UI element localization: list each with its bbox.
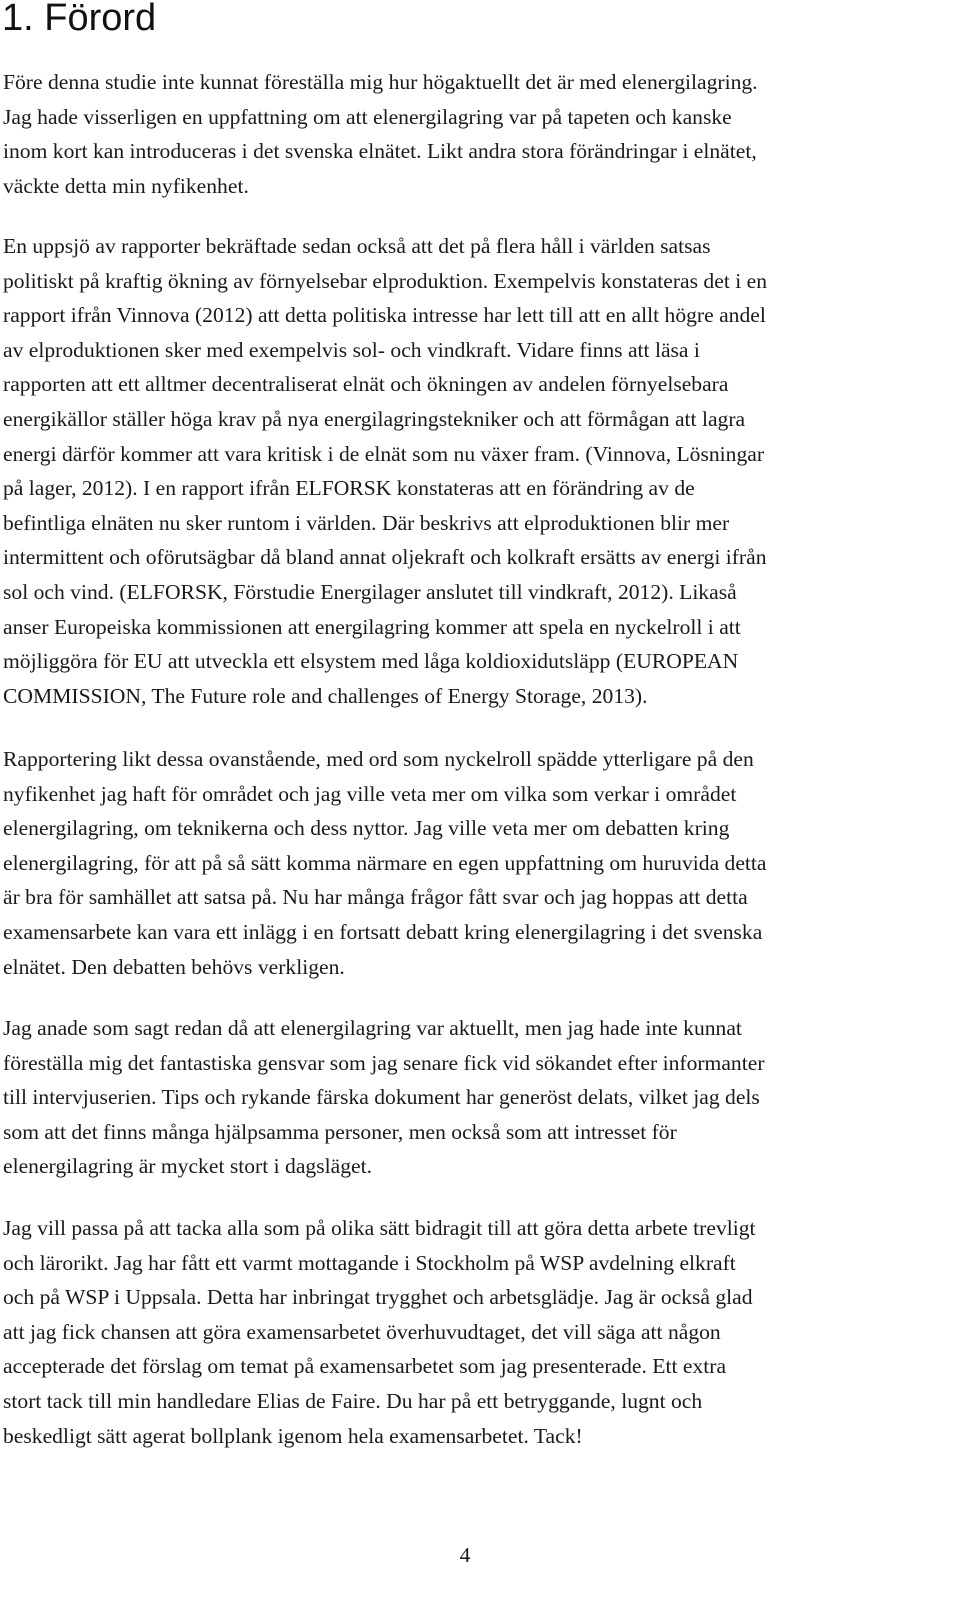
- text-line: energi därför kommer att vara kritisk i de elnät som nu växer fram. (Vinnova, Lösningar: [3, 441, 765, 466]
- text-line: att jag fick chansen att göra examensarbetet överhuvudtaget, det vill säga att någon: [3, 1319, 721, 1344]
- text-line: rapporten att ett alltmer decentraliserat elnät och ökningen av andelen förnyelsebara: [3, 372, 729, 397]
- text-line: elnätet. Den debatten behövs verkligen.: [3, 954, 345, 979]
- text-line: Jag hade visserligen en uppfattning om att elenergilagring var på tapeten och kanske: [3, 104, 732, 129]
- paragraph-2: [3, 229, 943, 713]
- text-line: nyfikenhet jag haft för området och jag ville veta mer om vilka som verkar i området: [3, 781, 737, 806]
- text-line: intermittent och oförutsägbar då bland annat oljekraft och kolkraft ersätts av energi ifrån: [3, 545, 767, 570]
- text-line: En uppsjö av rapporter bekräftade sedan också att det på flera håll i världen satsas: [3, 234, 711, 258]
- page-number: 4: [459, 1543, 471, 1567]
- paragraph-5: [3, 1211, 943, 1453]
- text-line: befintliga elnäten nu sker runtom i världen. Där beskrivs att elproduktionen blir mer: [3, 510, 730, 535]
- text-line: möjliggöra för EU att utveckla ett elsystem med låga koldioxidutsläpp (EUROPEAN: [3, 649, 739, 674]
- text-line: väckte detta min nyfikenhet.: [3, 173, 249, 198]
- paragraph-3: [3, 742, 943, 984]
- text-line: och på WSP i Uppsala. Detta har inbringat trygghet och arbetsglädje. Jag är också glad: [3, 1285, 753, 1310]
- text-line: är bra för samhället att satsa på. Nu har många frågor fått svar och jag hoppas att detta: [3, 885, 748, 910]
- text-line: Jag anade som sagt redan då att elenergilagring var aktuellt, men jag hade inte kunnat: [3, 1016, 742, 1040]
- text-line: som att det finns många hjälpsamma personer, men också som att intresset för: [3, 1119, 677, 1144]
- text-line: examensarbete kan vara ett inlägg i en fortsatt debatt kring elenergilagring i det svenska: [3, 919, 763, 944]
- text-line: elenergilagring, om teknikerna och dess nyttor. Jag ville veta mer om debatten kring: [3, 816, 730, 841]
- text-line: till intervjuserien. Tips och rykande färska dokument har generöst delats, vilket jag dels: [3, 1085, 760, 1110]
- chapter-heading: 1. Förord: [2, 0, 157, 39]
- text-line: elenergilagring, för att på så sätt komma närmare en egen uppfattning om huruvida detta: [3, 850, 767, 875]
- text-line: stort tack till min handledare Elias de Faire. Du har på ett betryggande, lugnt och: [3, 1388, 703, 1413]
- text-line: elenergilagring är mycket stort i dagsläget.: [3, 1154, 372, 1179]
- text-line: sol och vind. (ELFORSK, Förstudie Energilager anslutet till vindkraft, 2012). Likaså: [3, 579, 737, 604]
- text-line: accepterade det förslag om temat på examensarbetet som jag presenterade. Ett extra: [3, 1354, 727, 1379]
- text-line: föreställa mig det fantastiska gensvar som jag senare fick vid sökandet efter informanter: [3, 1050, 765, 1075]
- text-line: COMMISSION, The Future role and challenges of Energy Storage, 2013).: [3, 683, 648, 708]
- text-line: på lager, 2012). I en rapport ifrån ELFORSK konstateras att en förändring av de: [3, 476, 695, 501]
- text-line: rapport ifrån Vinnova (2012) att detta politiska intresse har lett till att en allt högre andel: [3, 303, 766, 328]
- text-line: Före denna studie inte kunnat föreställa mig hur högaktuellt det är med elenergilagring.: [3, 70, 758, 94]
- text-line: Jag vill passa på att tacka alla som på olika sätt bidragit till att göra detta arbete trevligt: [3, 1216, 756, 1240]
- paragraph-4: [3, 1011, 943, 1184]
- text-line: av elproduktionen sker med exempelvis sol- och vindkraft. Vidare finns att läsa i: [3, 337, 700, 362]
- text-line: och lärorikt. Jag har fått ett varmt mottagande i Stockholm på WSP avdelning elkraft: [3, 1250, 736, 1275]
- text-line: beskedligt sätt agerat bollplank igenom hela examensarbetet. Tack!: [3, 1423, 583, 1448]
- text-line: politiskt på kraftig ökning av förnyelsebar elproduktion. Exempelvis konstateras det i en: [3, 268, 767, 293]
- text-line: anser Europeiska kommissionen att energilagring kommer att spela en nyckelroll i att: [3, 614, 741, 639]
- text-line: inom kort kan introduceras i det svenska elnätet. Likt andra stora förändringar i elnätet,: [3, 139, 757, 164]
- paragraph-1: [3, 65, 943, 203]
- text-line: Rapportering likt dessa ovanstående, med ord som nyckelroll spädde ytterligare på den: [3, 747, 754, 771]
- text-line: energikällor ställer höga krav på nya energilagringstekniker och att förmågan att lagra: [3, 406, 746, 431]
